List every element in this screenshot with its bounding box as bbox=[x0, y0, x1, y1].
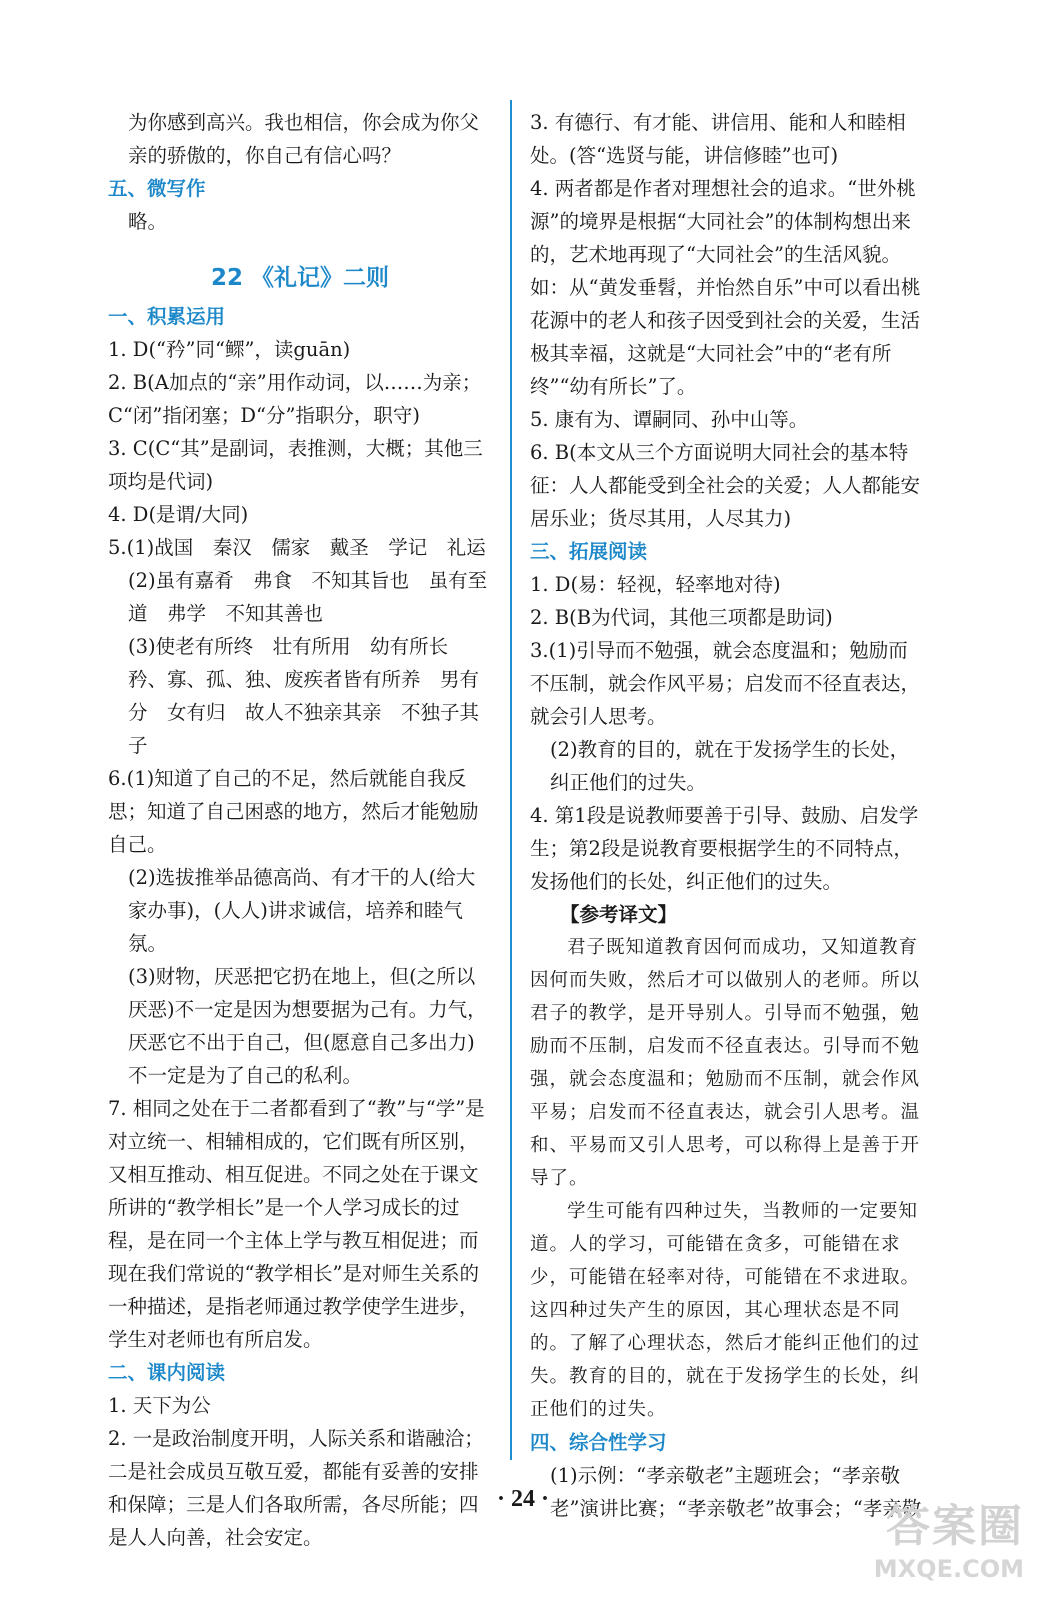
answer-subitem: (2)选拔推举品德高尚、有才干的人(给大家办事)，(人人)讲求诚信，培养和睦气氛。 bbox=[128, 866, 476, 955]
section-heading-comprehensive-learning: 四、综合性学习 bbox=[530, 1431, 667, 1454]
answer-item: 2. 一是政治制度开明，人际关系和谐融洽；二是社会成员互敬互爱，都能有妥善的安排和保障；三是人们各取所需，各尽所能；四是人人向善，社会安定。 bbox=[108, 1427, 484, 1549]
section-heading-extended-reading: 三、拓展阅读 bbox=[530, 540, 648, 563]
page-number: · 24 · bbox=[496, 1486, 549, 1512]
answer-item: 4. 两者都是作者对理想社会的追求。“世外桃源”的境界是根据“大同社会”的体制构想出来的，艺术地再现了“大同社会”的生活风貌。如：从“黄发垂髫，并怡然自乐”中可以看出桃花源中的老人和孩子因受到社会的关爱，生活极其幸福，这就是“大同社会”中的“老有所终”“幼有所长”了。 bbox=[530, 177, 921, 398]
answer-item: 5. 康有为、谭嗣同、孙中山等。 bbox=[530, 408, 809, 431]
watermark-logo bbox=[844, 1500, 1024, 1590]
answer-subitem: (2)虽有嘉肴 弗食 不知其旨也 虽有至道 弗学 不知其善也 bbox=[128, 569, 488, 625]
left-column bbox=[108, 106, 492, 1549]
watermark-url: MXQE.COM bbox=[873, 1555, 1024, 1583]
right-column bbox=[530, 106, 922, 1520]
translation-paragraph: 君子既知道教育因何而成功，又知道教育因何而失败，然后才可以做别人的老师。所以君子的教学，是开导别人。引导而不勉强，勉励而不压制，启发而不径直表达。引导而不勉强，就会态度温和；勉励而不压制，就会作风平易；启发而不径直表达，就会引人思考。温和、平易而又引人思考，可以称得上是善于开导了。 bbox=[530, 937, 921, 1189]
answer-item: 6. B(本文从三个方面说明大同社会的基本特征：人人都能受到全社会的关爱；人人都能安居乐业；货尽其用，人尽其力) bbox=[530, 441, 921, 530]
answer-item: 3. 有德行、有才能、讲信用、能和人和睦相处。(答“选贤与能，讲信修睦”也可) bbox=[530, 111, 906, 167]
answer-item: 2. B(B为代词，其他三项都是助词) bbox=[530, 606, 833, 629]
answer-item: 3.(1)引导而不勉强，就会态度温和；勉励而不压制，就会作风平易；启发而不径直表达，就会引人思考。 bbox=[530, 639, 921, 728]
section-heading-accumulation: 一、积累运用 bbox=[108, 305, 226, 328]
answer-subitem: (2)教育的目的，就在于发扬学生的长处，纠正他们的过失。 bbox=[550, 738, 910, 794]
answer-item: 4. 第1段是说教师要善于引导、鼓励、启发学生；第2段是说教育要根据学生的不同特点，发扬他们的长处，纠正他们的过失。 bbox=[530, 804, 919, 893]
answer-text: 略。 bbox=[128, 210, 168, 233]
answer-subitem: (1)示例：“孝亲敬老”主题班会；“孝亲敬老”演讲比赛；“孝亲敬老”故事会；“孝亲敬 bbox=[550, 1464, 922, 1520]
section-heading-micro-writing: 五、微写作 bbox=[108, 177, 206, 200]
continued-text: 为你感到高兴。我也相信，你会成为你父亲的骄傲的，你自己有信心吗？ bbox=[128, 111, 480, 167]
answer-item: 1. D(易：轻视，轻率地对待) bbox=[530, 573, 781, 596]
answer-subitem: (3)使老有所终 壮有所用 幼有所长 矜、寡、孤、独、废疾者皆有所养 男有分 女有归 故人不独亲其亲 不独子其子 bbox=[128, 635, 480, 757]
answer-subitem: (3)财物，厌恶把它扔在地上，但(之所以厌恶)不一定是因为想要据为己有。力气，厌恶它不出于自己，但(愿意自己多出力)不一定是为了自己的私利。 bbox=[128, 965, 487, 1087]
answer-item: 6.(1)知道了自己的不足，然后就能自我反思；知道了自己困惑的地方，然后才能勉励自己。 bbox=[108, 767, 479, 856]
answer-item: 1. D(“矜”同“鳏”，读guān) bbox=[108, 338, 351, 361]
column-divider bbox=[510, 100, 512, 1460]
reference-translation-heading: 【参考译文】 bbox=[560, 903, 678, 926]
lesson-title: 22 《礼记》二则 bbox=[210, 265, 389, 291]
watermark-text: 答案圈 bbox=[886, 1501, 1024, 1552]
answer-item: 5.(1)战国 秦汉 儒家 戴圣 学记 礼运 bbox=[108, 536, 486, 559]
answer-item: 3. C(C“其”是副词，表推测，大概；其他三项均是代词) bbox=[108, 437, 483, 493]
section-heading-in-class-reading: 二、课内阅读 bbox=[108, 1361, 226, 1384]
answer-item: 1. 天下为公 bbox=[108, 1394, 211, 1417]
translation-paragraph: 学生可能有四种过失，当教师的一定要知道。人的学习，可能错在贪多，可能错在求少，可能错在轻率对待，可能错在不求进取。这四种过失产生的原因，其心理状态是不同的。了解了心理状态，然后才能纠正他们的过失。教育的目的，就在于发扬学生的长处，纠正他们的过失。 bbox=[530, 1201, 921, 1420]
answer-item: 2. B(A加点的“亲”用作动词，以……为亲；C“闭”指闭塞；D“分”指职分，职守) bbox=[108, 371, 482, 427]
answer-item: 4. D(是谓/大同) bbox=[108, 503, 249, 526]
answer-item: 7. 相同之处在于二者都看到了“教”与“学”是对立统一、相辅相成的，它们既有所区别，又相互推动、相互促进。不同之处在于课文所讲的“教学相长”是一个人学习成长的过程，是在同一个主体上学与教互相促进；而现在我们常说的“教学相长”是对师生关系的一种描述，是指老师通过教学使学生进步，学生对老师也有所启发。 bbox=[108, 1097, 485, 1351]
